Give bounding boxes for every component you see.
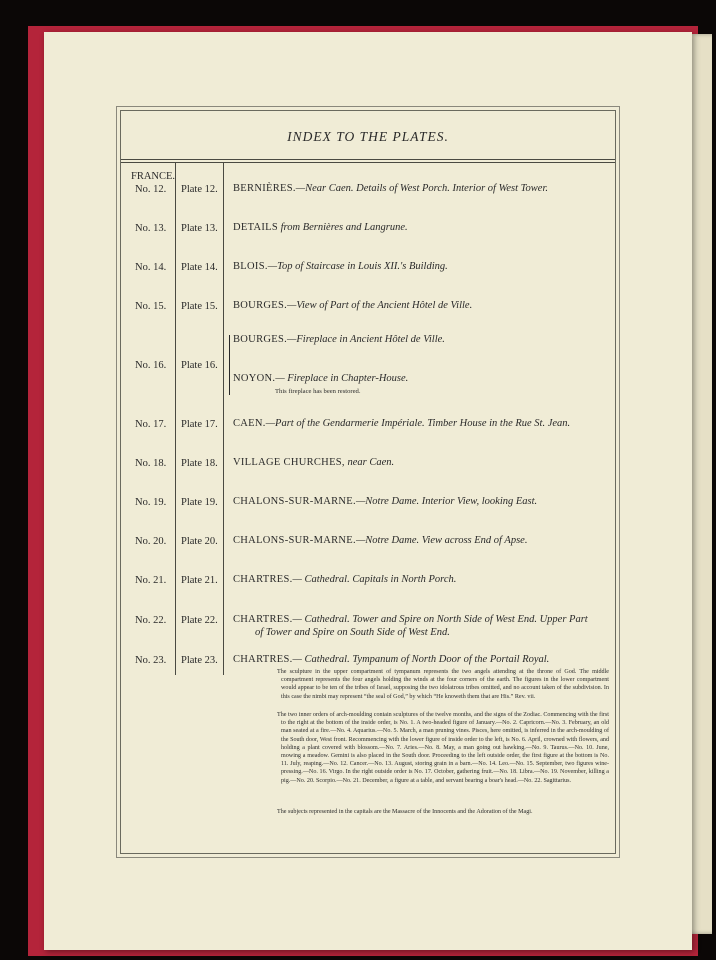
subject-head: BOURGES. bbox=[233, 300, 288, 311]
capitals-note: The subjects represented in the capitals are the Massacre of the Innocents and the Adoration of the Magi. bbox=[277, 809, 533, 815]
restoration-note: This fireplace has been restored. bbox=[275, 388, 361, 395]
plate-subject bbox=[233, 457, 394, 468]
book-page bbox=[44, 32, 692, 950]
subject-desc: — Fireplace in Chapter-House. bbox=[275, 373, 409, 384]
row-number: No. 22. bbox=[135, 615, 167, 626]
plate-subject bbox=[233, 222, 408, 233]
plate-number: Plate 20. bbox=[181, 536, 218, 547]
subject-head: CHALONS-SUR-MARNE. bbox=[233, 496, 356, 507]
row-number: No. 23. bbox=[135, 655, 167, 666]
index-title: INDEX TO THE PLATES. bbox=[287, 129, 449, 144]
row-number: No. 21. bbox=[135, 575, 167, 586]
plate-number: Plate 13. bbox=[181, 223, 218, 234]
subject-desc: —Part of the Gendarmerie Impériale. Timber House in the Rue St. Jean. bbox=[265, 418, 571, 429]
plate-subject bbox=[233, 654, 549, 665]
subject-desc: near Caen. bbox=[344, 457, 395, 468]
plate-number: Plate 15. bbox=[181, 301, 218, 312]
row-number: No. 15. bbox=[135, 301, 167, 312]
subject-head: CHARTRES. bbox=[233, 654, 293, 665]
plate-subject bbox=[233, 614, 588, 625]
subject-desc: —Notre Dame. Interior View, looking East. bbox=[355, 496, 538, 507]
column-rule-1 bbox=[175, 163, 176, 675]
plate-number: Plate 14. bbox=[181, 262, 218, 273]
plate-subject-continued bbox=[255, 627, 450, 638]
row-number: No. 13. bbox=[135, 223, 167, 234]
subject-desc: —Near Caen. Details of West Porch. Interior of West Tower. bbox=[295, 183, 549, 194]
plate-number: Plate 19. bbox=[181, 497, 218, 508]
tympanum-note: The sculpture in the upper compartment of tympanum represents the two angels attending at the throne of God. The middle compartment represents the four angels holding the winds at the four corners of the earth. The figures in the lower compartment would appear to be ten of the tribes of Israel, supposing the two idolatrous tribes omitted, and no account taken of the subdivision. In this case the nimbi may represent “the seal of God,” by which “He knoweth them that are His.” Rev. vii. bbox=[277, 669, 609, 700]
subject-head: VILLAGE CHURCHES, bbox=[233, 457, 345, 468]
subject-desc: from Bernières and Langrune. bbox=[278, 222, 408, 233]
title-rule bbox=[121, 159, 615, 160]
row-number: No. 17. bbox=[135, 419, 167, 430]
plate-subject-secondary bbox=[233, 373, 408, 384]
plate-number: Plate 21. bbox=[181, 575, 218, 586]
plate-number: Plate 17. bbox=[181, 419, 218, 430]
plate-number: Plate 22. bbox=[181, 615, 218, 626]
row-number: No. 12. bbox=[135, 184, 167, 195]
row-number: No. 14. bbox=[135, 262, 167, 273]
plate-subject bbox=[233, 183, 548, 194]
subject-head: NOYON. bbox=[233, 373, 276, 384]
subject-desc: of Tower and Spire on South Side of West End. bbox=[255, 627, 450, 638]
subject-head: BLOIS. bbox=[233, 261, 268, 272]
plate-subject bbox=[233, 334, 445, 345]
subject-head: BOURGES. bbox=[233, 334, 288, 345]
subject-head: BERNIÈRES. bbox=[233, 183, 296, 194]
plate-subject bbox=[233, 261, 448, 272]
plate-number: Plate 18. bbox=[181, 458, 218, 469]
row-number: No. 18. bbox=[135, 458, 167, 469]
subject-head: CAEN. bbox=[233, 418, 266, 429]
subject-desc: — Cathedral. Capitals in North Porch. bbox=[292, 574, 457, 585]
column-rule-2 bbox=[223, 163, 224, 675]
subject-head: CHALONS-SUR-MARNE. bbox=[233, 535, 356, 546]
row-number: No. 20. bbox=[135, 536, 167, 547]
subject-desc: —Notre Dame. View across End of Apse. bbox=[355, 535, 528, 546]
plate-subject bbox=[233, 418, 570, 429]
plate-subject bbox=[233, 574, 456, 585]
plate-number: Plate 23. bbox=[181, 655, 218, 666]
subject-head: CHARTRES. bbox=[233, 574, 293, 585]
plate-subject bbox=[233, 496, 537, 507]
subject-desc: —Fireplace in Ancient Hôtel de Ville. bbox=[287, 334, 445, 345]
subject-head: CHARTRES. bbox=[233, 614, 293, 625]
subject-desc: — Cathedral. Tower and Spire on North Side of West End. Upper Part bbox=[292, 614, 588, 625]
row-number: No. 16. bbox=[135, 360, 167, 371]
plate-number: Plate 12. bbox=[181, 184, 218, 195]
subject-head: DETAILS bbox=[233, 222, 279, 233]
country-label: FRANCE. bbox=[131, 171, 176, 182]
subject-desc: —View of Part of the Ancient Hôtel de Ville. bbox=[287, 300, 473, 311]
plate-number: Plate 16. bbox=[181, 360, 218, 371]
title-rule-2 bbox=[121, 162, 615, 163]
row-number: No. 19. bbox=[135, 497, 167, 508]
plate-subject bbox=[233, 300, 472, 311]
subject-desc: —Top of Staircase in Louis XII.'s Building. bbox=[267, 261, 448, 272]
subject-desc: — Cathedral. Tympanum of North Door of the Portail Royal. bbox=[292, 654, 550, 665]
zodiac-note: The two inner orders of arch-moulding contain sculptures of the twelve months, and the signs of the Zodiac. Commencing with the first to the right at the bottom of the inside order, is No. 1. A two-headed figure of January.—No. 2. Capricorn.—No. 3. February, an old man seated at a fire.—No. 4. Aquarius.—No. 5. March, a man pruning vines. Pisces, here omitted, is inferred in the arch-moulding of the South door, West front. Recommencing with the lower figure of inside order to the left, is No. 6. April, crowned with flowers, and holding a plant covered with blossom.—No. 7. Aries.—No. 8. May, a man going out hawking.—No. 9. Taurus.—No. 10. June, mowing a meadow. Gemini is also placed in the South door. Proceeding to the left outside order, the first figure at the bottom is No. 11. July, reaping.—No. 12. Cancer.—No. 13. August, storing grain in a barn.—No. 14. Leo.—No. 15. September, two figures wine-pressing.—No. 16. Virgo. In the right outside order is No. 17. October, gathering fruit.—No. 18. Libra.—No. 19. November, killing a pig.—No. 20. Scorpio.—No. 21. December, a figure at a table, and servant bearing a boar's head.—No. 22. Sagittarius. bbox=[277, 712, 609, 784]
index-frame bbox=[120, 110, 616, 854]
plate-subject bbox=[233, 535, 527, 546]
brace-bracket bbox=[229, 335, 230, 395]
